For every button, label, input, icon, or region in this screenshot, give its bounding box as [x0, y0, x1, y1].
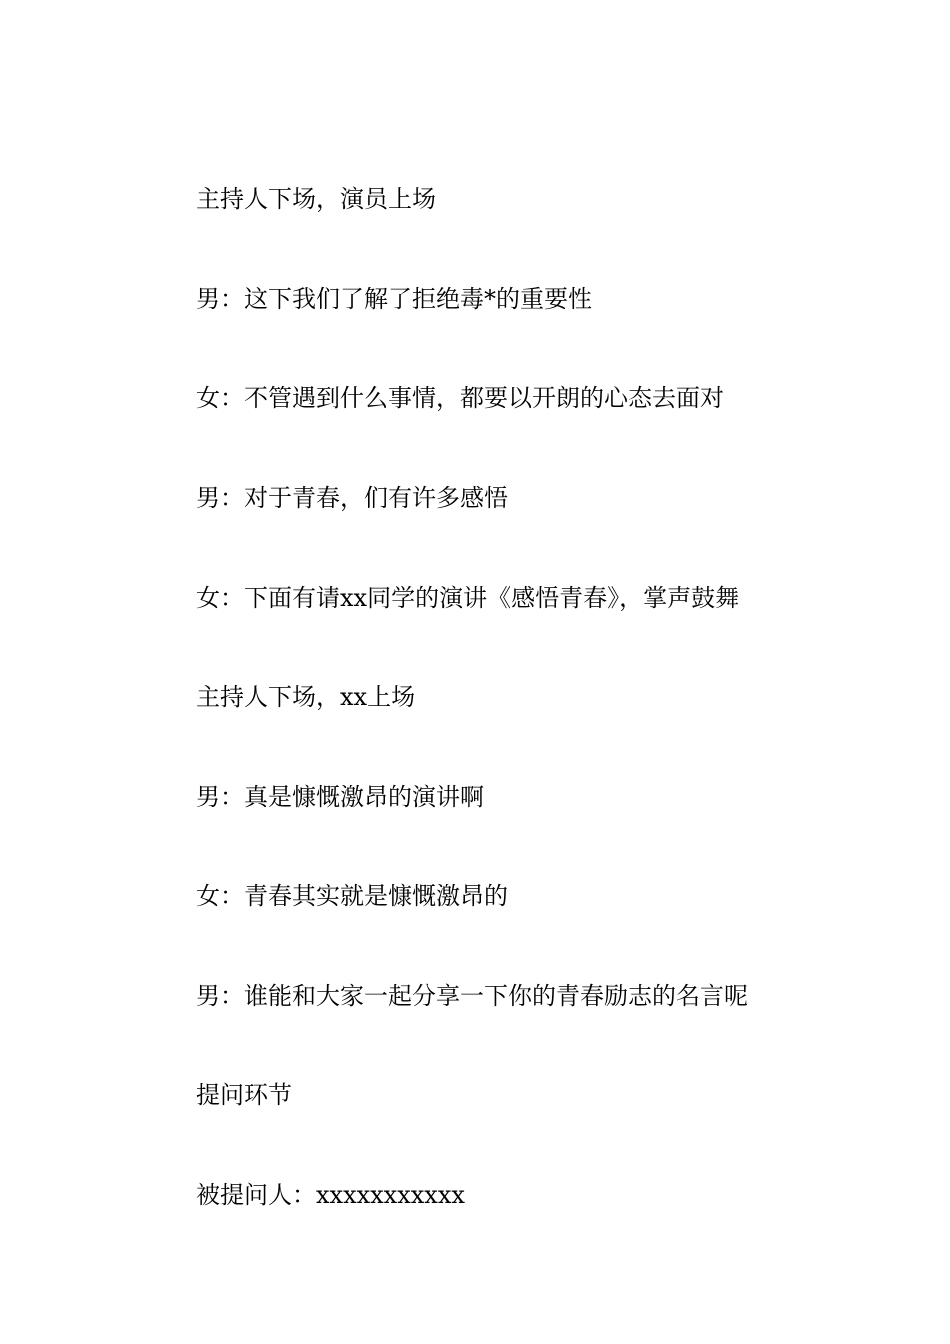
script-line: 被提问人：xxxxxxxxxxx	[196, 1181, 465, 1209]
script-line: 男：谁能和大家一起分享一下你的青春励志的名言呢	[196, 982, 748, 1010]
script-line: 男：对于青春，们有许多感悟	[196, 484, 508, 512]
script-line: 男：这下我们了解了拒绝毒*的重要性	[196, 285, 592, 313]
script-line: 主持人下场，xx上场	[196, 683, 416, 711]
script-line: 主持人下场，演员上场	[196, 185, 436, 213]
script-line: 男：真是慷慨激昂的演讲啊	[196, 783, 484, 811]
script-line: 女：不管遇到什么事情，都要以开朗的心态去面对	[196, 384, 724, 412]
script-line: 女：青春其实就是慷慨激昂的	[196, 882, 508, 910]
section-heading: 提问环节	[196, 1081, 292, 1109]
script-line: 女：下面有请xx同学的演讲《感悟青春》，掌声鼓舞	[196, 584, 740, 612]
